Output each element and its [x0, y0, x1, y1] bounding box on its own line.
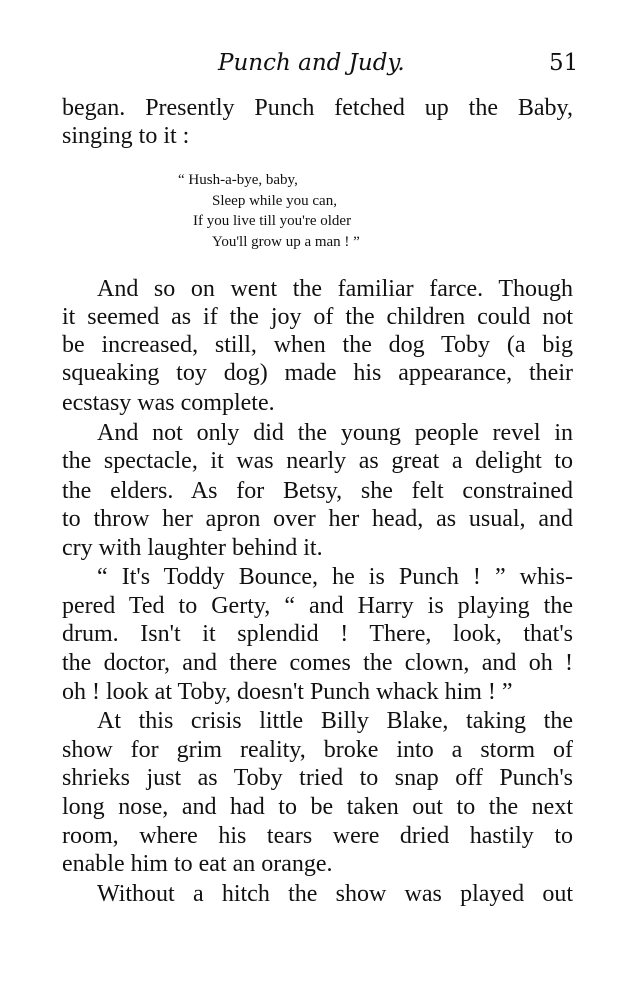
text-line: be increased, still, when the dog Toby (a big [62, 332, 573, 358]
running-title: Punch and Judy. [218, 50, 405, 76]
poem-line: Sleep while you can, [212, 193, 337, 209]
text-line: ecstasy was complete. [62, 390, 275, 416]
text-line: the doctor, and there comes the clown, and oh ! [62, 650, 573, 676]
text-line: At this crisis little Billy Blake, taking the [97, 708, 573, 734]
text-line: room, where his tears were dried hastily to [62, 823, 573, 849]
text-line: And not only did the young people revel in [97, 420, 573, 446]
text-line: squeaking toy dog) made his appearance, their [62, 360, 573, 386]
text-line: show for grim reality, broke into a storm of [62, 737, 573, 763]
text-line: the elders. As for Betsy, she felt constrained [62, 478, 573, 504]
text-line: Without a hitch the show was played out [97, 881, 573, 907]
text-line: And so on went the familiar farce. Though [97, 276, 573, 302]
text-line: drum. Isn't it splendid ! There, look, that's [62, 621, 573, 647]
text-line: began. Presently Punch fetched up the Baby, [62, 95, 573, 121]
text-line: oh ! look at Toby, doesn't Punch whack him ! ” [62, 679, 513, 705]
page-number: 51 [549, 50, 579, 76]
text-line: cry with laughter behind it. [62, 535, 323, 561]
text-line: shrieks just as Toby tried to snap off Punch's [62, 765, 573, 791]
poem-line: “ Hush-a-bye, baby, [178, 172, 298, 188]
text-line: “ It's Toddy Bounce, he is Punch ! ” whis- [97, 564, 573, 590]
text-line: it seemed as if the joy of the children could not [62, 304, 573, 330]
text-line: pered Ted to Gerty, “ and Harry is playing the [62, 593, 573, 619]
text-line: long nose, and had to be taken out to the next [62, 794, 573, 820]
text-line: the spectacle, it was nearly as great a delight to [62, 448, 573, 474]
text-line: enable him to eat an orange. [62, 851, 333, 877]
text-line: singing to it : [62, 123, 190, 149]
text-line: to throw her apron over her head, as usual, and [62, 506, 573, 532]
poem-line: If you live till you're older [193, 213, 352, 229]
poem-line: You'll grow up a man ! ” [212, 234, 360, 250]
